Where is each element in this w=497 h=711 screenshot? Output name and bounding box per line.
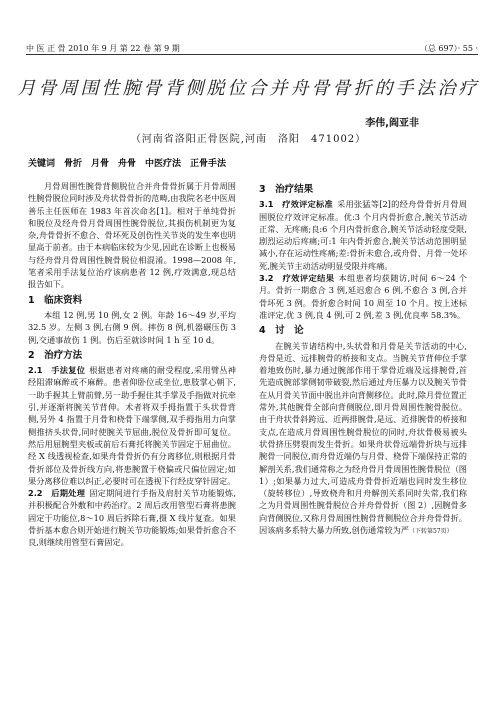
subheading-3-2: 3.2 疗效评定结果 bbox=[259, 273, 335, 284]
subheading-3-1: 3.1 疗效评定标准 bbox=[259, 199, 333, 210]
running-header bbox=[26, 40, 478, 58]
criteria-text: 采用张猛等[2]的经舟骨骨折月骨周围脱位疗效评定标准。优:3 个月内骨折愈合,腕关节活动正常、无疼痛;良:6 个月内骨折愈合,腕关节活动轻度受限,剧烈运动后疼痛;可:1 年内骨折愈合,腕关节活动范围明显减小,存在运动性疼痛;差:骨折未愈合,或舟骨、月骨一处坏死,腕关节主动活动明显受限并疼痛。 bbox=[259, 199, 467, 271]
right-column bbox=[259, 180, 467, 538]
results-text: 本组患者均获随访,时间 6～24 个月。骨折一期愈合 3 例,延迟愈合 6 例,不愈合 3 例,合并骨坏死 3 例。骨折愈合时间 10 周至 10 个月。按上述标准评定,优 3 例,良 4 例,可 2 例,差 3 例,优良率 58.3%。 bbox=[259, 273, 467, 320]
discussion-text: 在腕关节诸结构中,头状骨和月骨是关节活动的中心,舟骨是近、远排腕骨的桥接和支点。当腕关节背伸位手掌着地致伤时,暴力通过腕部作用于掌骨近端及远排腕骨,首先造成腕部掌侧韧带破裂,然后通过舟压暴力以及腕关节骨在从月骨关节面中脱出并向背侧移位。此时,除月骨位置正常外,其他腕骨全部向背侧脱位,即月骨周围性腕骨脱位。由于舟状骨斜跨远、近两排腕骨,是远、近排腕骨的桥接和支点,在造成月骨周围性腕骨脱位的同时,舟状骨极易被头状骨挤压劈裂而发生骨折。如果舟状骨远端骨折块与远排腕骨一同脱位,而舟骨近端仍与月骨、桡骨下端保持正常的解剖关系,我们通常称之为经舟骨月骨周围性腕骨脱位（图 1）;如果暴力过大,可造成舟骨骨折近端也同时发生移位（旋转移位）,导致桡舟和月舟解剖关系同时失常,我们称之为月骨周围性腕骨脱位合并舟骨骨折（图 2）,因腕骨多向背侧脱位,又称月骨周围性腕骨背侧脱位合并舟骨骨折。因该病多系特大暴力所致,创伤通常较为严 bbox=[259, 340, 467, 536]
subheading-2-1: 2.1 手法复位 bbox=[28, 365, 86, 376]
clinical-data-paragraph: 本组 12 例,男 10 例,女 2 例。年龄 16～49 岁,平均 32.5 岁。左侧 3 例,右侧 9 例。摔伤 8 例,机器碾压伤 3 例,交通事故伤 1 例。伤后至就诊时间 1 h 至 10 d。 bbox=[28, 309, 236, 345]
journal-info: 中 医 正 骨 2010 年 9 月 第 22 卷 第 9 期 bbox=[26, 44, 180, 53]
keywords: 关键词 骨折 月骨 舟骨 中医疗法 正骨手法 bbox=[28, 159, 227, 169]
header-rule bbox=[26, 54, 478, 55]
section-heading-3: 3 治疗结果 bbox=[259, 184, 314, 195]
affiliation: （河南省洛阳正骨医院,河南 洛阳 471002） bbox=[130, 134, 367, 145]
reduction-text: 根据患者对疼痛的耐受程度,采用臂丛神经阻滞麻醉或不麻醉。患者仰卧位或坐位,患肢掌心朝下,一助手握其上臂前臂,另一助手握住其手掌及手指做对抗牵引,并逐渐将腕关节背伸。术者将双手拇指置于头状骨背侧,另外 4 指置于月骨和桡骨下端掌侧,双手拇指用力向掌侧推挤头状骨,同时使腕关节屈曲,脱位及骨折即可复位。然后用屈腕型夹板或前后石膏托将腕关节固定于屈曲位。经 X 线透视检查,如果舟骨骨折仍有分离移位,则根据月骨骨折部位及骨折线方向,将患腕置于桡偏或尺偏位固定;如果分离移位难以纠正,必要时可在透视下行经皮穿针固定。 bbox=[28, 365, 236, 486]
aftercare-text: 固定期间进行手指及肩肘关节功能锻炼,并积极配合外敷和中药治疗。2 周后改用管型石膏将患腕固定于功能位,8～10 周后拆除石膏,摄 X 线片复查。如果骨折基本愈合则开始进行腕关节功能锻炼;如果骨折愈合不良,则继续用管型石膏固定。 bbox=[28, 488, 236, 548]
page-number: （总 697）· 55 · bbox=[419, 44, 478, 53]
section-heading-2: 2 治疗方法 bbox=[28, 349, 83, 361]
authors: 李伟,阎亚非 bbox=[365, 118, 419, 129]
left-column bbox=[28, 180, 236, 549]
continued-note: （下转第57页） bbox=[408, 528, 453, 536]
section-heading-4: 4 讨 论 bbox=[259, 325, 304, 337]
intro-paragraph: 月骨周围性腕骨背侧脱位合并舟骨骨折属于月骨周围性腕骨脱位同时涉及舟状骨骨折的范畴,由我院名老中医周善乐主任医师在 1983 年首次命名[1]。相对于单纯骨折和脱位及经舟骨月骨周围性腕骨脱位,其损伤机制更为复杂,舟骨骨折不愈合、骨坏死及创伤性关节炎的发生率也明显高于前者。由于本病临床较为少见,因此在诊断上也极易与经舟骨月骨周围性腕骨脱位相混淆。1998—2008 年,笔者采用手法复位治疗该病患者 12 例,疗效满意,现总结报告如下。 bbox=[28, 181, 236, 290]
section-heading-1: 1 临床资料 bbox=[28, 294, 83, 306]
discussion-paragraph bbox=[259, 340, 467, 539]
subheading-2-2: 2.2 后期处理 bbox=[28, 488, 86, 499]
article-title: 月骨周围性腕骨背侧脱位合并舟骨骨折的手法治疗 bbox=[17, 78, 480, 99]
